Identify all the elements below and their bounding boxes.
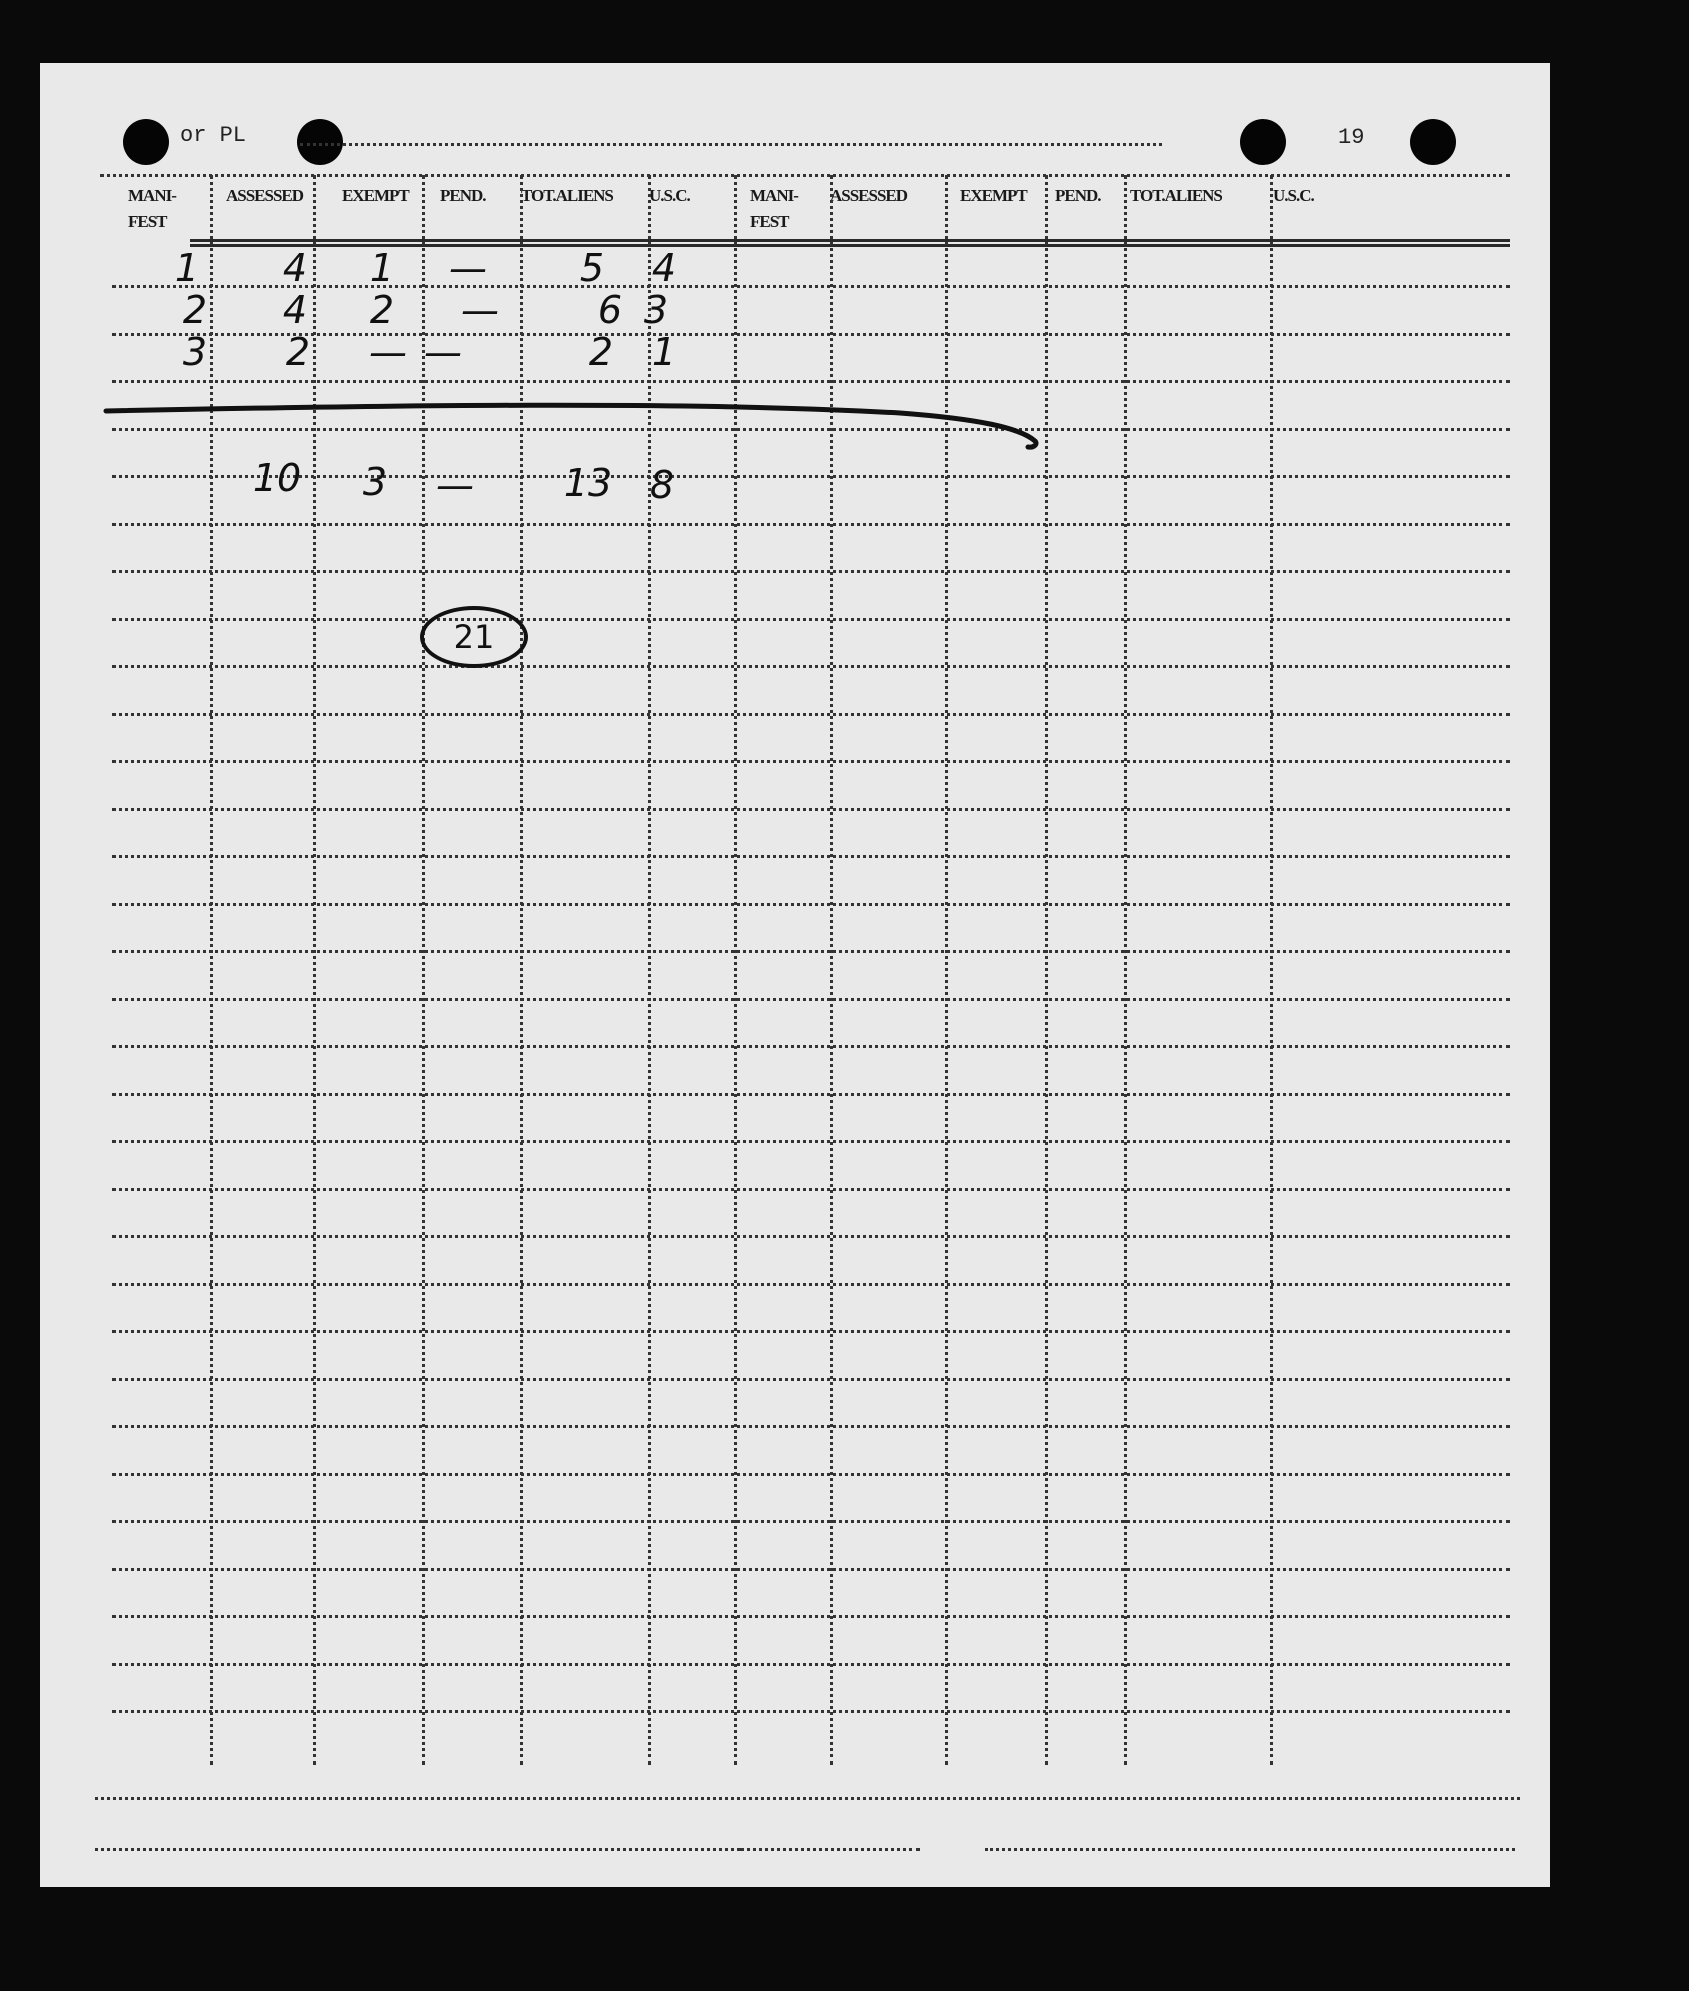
cell-usc: 4 — [651, 246, 677, 290]
row-rule — [112, 1425, 1510, 1428]
row-rule — [112, 523, 1510, 526]
row-rule — [112, 950, 1510, 953]
cell-manifest: 1 — [174, 246, 200, 290]
port-label: or PL — [180, 123, 247, 148]
form-sheet — [40, 63, 1550, 1887]
cell-usc: 1 — [651, 330, 677, 374]
cell-exempt: 1 — [369, 246, 395, 290]
cell-exempt: — — [369, 330, 407, 374]
row-rule — [112, 713, 1510, 716]
row-rule — [112, 665, 1510, 668]
year-label: 19 — [1338, 125, 1365, 150]
total-assessed: 10 — [252, 456, 302, 500]
cell-manifest: 3 — [182, 330, 208, 374]
row-rule — [112, 1045, 1510, 1048]
row-rule — [112, 1283, 1510, 1286]
cell-tot-aliens: 5 — [579, 246, 605, 290]
col-header-exempt: EXEMPT — [342, 186, 409, 205]
col-header-assessed: ASSESSED — [226, 186, 304, 205]
cell-tot-aliens: 6 — [597, 288, 623, 332]
circled-note-text: 21 — [453, 618, 495, 656]
cell-assessed: 4 — [282, 246, 308, 290]
row-rule — [112, 1235, 1510, 1238]
bottom-rule-3 — [740, 1848, 920, 1851]
col-header-exempt-2: EXEMPT — [960, 186, 1027, 205]
total-usc: 8 — [649, 463, 675, 507]
total-tot-aliens: 13 — [563, 461, 613, 505]
row-rule — [112, 475, 1510, 478]
col-header-pend: PEND. — [440, 186, 486, 205]
row-rule — [112, 1615, 1510, 1618]
cell-pend: — — [424, 330, 462, 374]
cell-assessed: 2 — [285, 330, 311, 374]
cell-pend: — — [449, 246, 487, 290]
cell-pend: — — [461, 288, 499, 332]
col-header-manifest-2: MANI- FEST — [750, 186, 798, 231]
row-rule — [112, 618, 1510, 621]
hand-drawn-total-line — [40, 63, 1550, 463]
cell-usc: 3 — [643, 288, 669, 332]
circled-note — [420, 606, 528, 668]
row-rule — [112, 1568, 1510, 1571]
row-rule — [112, 1093, 1510, 1096]
row-rule — [112, 1188, 1510, 1191]
cell-exempt: 2 — [369, 288, 395, 332]
total-exempt: 3 — [362, 460, 388, 504]
col-header-manifest: MANI- FEST — [128, 186, 176, 231]
row-rule — [112, 903, 1510, 906]
col-header-tot-aliens-2: TOT.ALIENS — [1130, 186, 1222, 205]
cell-assessed: 4 — [282, 288, 308, 332]
total-pend: — — [436, 463, 474, 507]
col-header-pend-2: PEND. — [1055, 186, 1101, 205]
row-rule — [112, 1140, 1510, 1143]
row-rule — [112, 1663, 1510, 1666]
row-rule — [112, 760, 1510, 763]
row-rule — [112, 1710, 1510, 1713]
row-rule — [112, 855, 1510, 858]
bottom-rule-2 — [95, 1848, 740, 1851]
bottom-rule-1 — [95, 1797, 1520, 1800]
row-rule — [112, 998, 1510, 1001]
bottom-rule-4 — [985, 1848, 1515, 1851]
row-rule — [112, 1330, 1510, 1333]
col-header-assessed-2: ASSESSED — [830, 186, 908, 205]
cell-tot-aliens: 2 — [588, 330, 614, 374]
row-rule — [112, 570, 1510, 573]
col-header-usc: U.S.C. — [649, 186, 690, 205]
row-rule — [112, 1520, 1510, 1523]
col-header-tot-aliens: TOT.ALIENS — [521, 186, 613, 205]
cell-manifest: 2 — [182, 288, 208, 332]
row-rule — [112, 1378, 1510, 1381]
col-header-usc-2: U.S.C. — [1273, 186, 1314, 205]
row-rule — [112, 1473, 1510, 1476]
row-rule — [112, 808, 1510, 811]
